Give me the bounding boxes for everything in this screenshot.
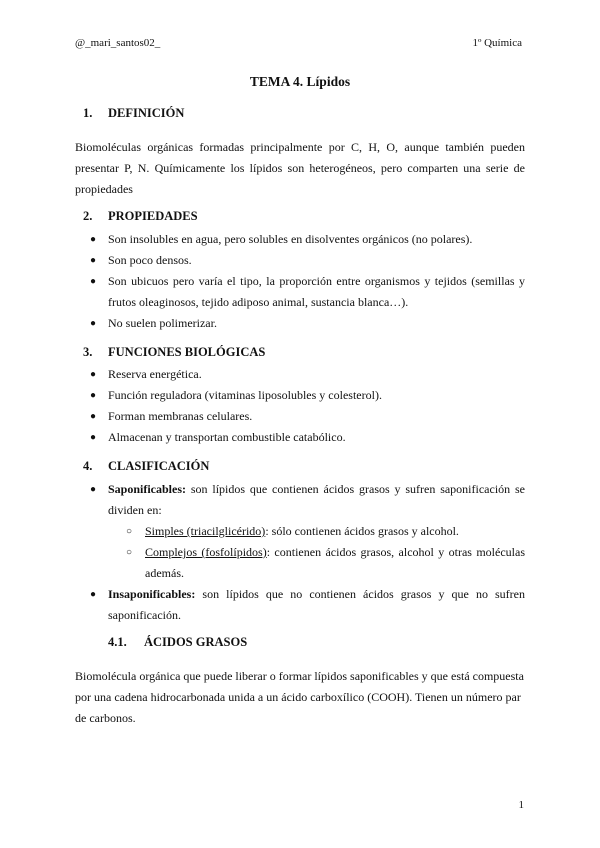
bullet-icon: ● xyxy=(90,276,97,287)
sublist-item: ○ Simples (triacilglicérido): sólo contienen ácidos grasos y alcohol. xyxy=(126,521,525,542)
term-saponificables: Saponificables: xyxy=(108,482,187,496)
list-item: ● Son insolubles en agua, pero solubles en disolventes orgánicos (no polares). xyxy=(90,229,525,250)
list-item-insaponificables: ● Insaponificables: son lípidos que no contienen ácidos grasos y que no sufren saponificación. xyxy=(90,584,525,626)
bullet-icon: ● xyxy=(90,318,97,329)
saponificables-sublist xyxy=(108,521,525,584)
section-heading-clasificacion xyxy=(83,459,209,474)
circle-bullet-icon: ○ xyxy=(126,526,133,537)
section-title: CLASIFICACIÓN xyxy=(108,459,210,473)
page-number: 1 xyxy=(518,799,524,811)
subsection-heading-acidos-grasos xyxy=(108,635,247,650)
header-course: 1º Química xyxy=(472,37,522,49)
section-heading-funciones xyxy=(83,345,265,360)
list-item: ● Son ubicuos pero varía el tipo, la proporción entre organismos y tejidos (semillas y frutos oleaginosos, tejido adiposo animal, sustancia blanca…). xyxy=(90,271,525,313)
section-number: 4. xyxy=(83,459,93,473)
section-title: PROPIEDADES xyxy=(108,209,198,223)
section-number: 1. xyxy=(83,106,93,120)
list-item-saponificables: ● Saponificables: son lípidos que contienen ácidos grasos y sufren saponificación se dividen en: ○ Simples (triacilglicérido): sólo contienen ácidos grasos y alcohol. ○ Complejos (fosfolípidos): contienen ácidos grasos, alcohol y otras moléculas además. xyxy=(90,479,525,584)
bullet-icon: ● xyxy=(90,234,97,245)
subsection-number: 4.1. xyxy=(108,635,127,649)
section-heading-propiedades xyxy=(83,209,198,224)
bullet-icon: ● xyxy=(90,484,97,495)
list-item: ● Son poco densos. xyxy=(90,250,525,271)
definicion-paragraph: Biomoléculas orgánicas formadas principalmente por C, H, O, aunque también pueden presentar P, N. Químicamente los lípidos son heterogéneos, pero comparten una serie de propiedades xyxy=(75,140,525,196)
funciones-list xyxy=(90,364,525,448)
header-author: @_mari_santos02_ xyxy=(75,37,161,49)
term-insaponificables: Insaponificables: xyxy=(108,587,196,601)
bullet-icon: ● xyxy=(90,432,97,443)
bullet-icon: ● xyxy=(90,255,97,266)
subsection-title: ÁCIDOS GRASOS xyxy=(144,635,248,649)
document-title: TEMA 4. Lípidos xyxy=(249,74,351,89)
section-number: 3. xyxy=(83,345,93,359)
section-title: DEFINICIÓN xyxy=(108,106,185,120)
clasificacion-list xyxy=(90,479,525,626)
list-item: ● Función reguladora (vitaminas liposolubles y colesterol). xyxy=(90,385,525,406)
bullet-icon: ● xyxy=(90,369,97,380)
sublist-item: ○ Complejos (fosfolípidos): contienen ácidos grasos, alcohol y otras moléculas además. xyxy=(126,542,525,584)
list-item: ● Forman membranas celulares. xyxy=(90,406,525,427)
list-item: ● Almacenan y transportan combustible catabólico. xyxy=(90,427,525,448)
list-item: ● Reserva energética. xyxy=(90,364,525,385)
propiedades-list xyxy=(90,229,525,334)
section-heading-definicion xyxy=(83,106,184,121)
circle-bullet-icon: ○ xyxy=(126,547,133,558)
bullet-icon: ● xyxy=(90,390,97,401)
acidos-grasos-paragraph: Biomolécula orgánica que puede liberar o formar lípidos saponificables y que está compuesta por una cadena hidrocarbonada unida a un ácido carboxílico (COOH). Tienen un número par de carbonos. xyxy=(75,669,524,725)
section-number: 2. xyxy=(83,209,93,223)
bullet-icon: ● xyxy=(90,589,97,600)
section-title: FUNCIONES BIOLÓGICAS xyxy=(108,345,266,359)
list-item: ● No suelen polimerizar. xyxy=(90,313,525,334)
bullet-icon: ● xyxy=(90,411,97,422)
